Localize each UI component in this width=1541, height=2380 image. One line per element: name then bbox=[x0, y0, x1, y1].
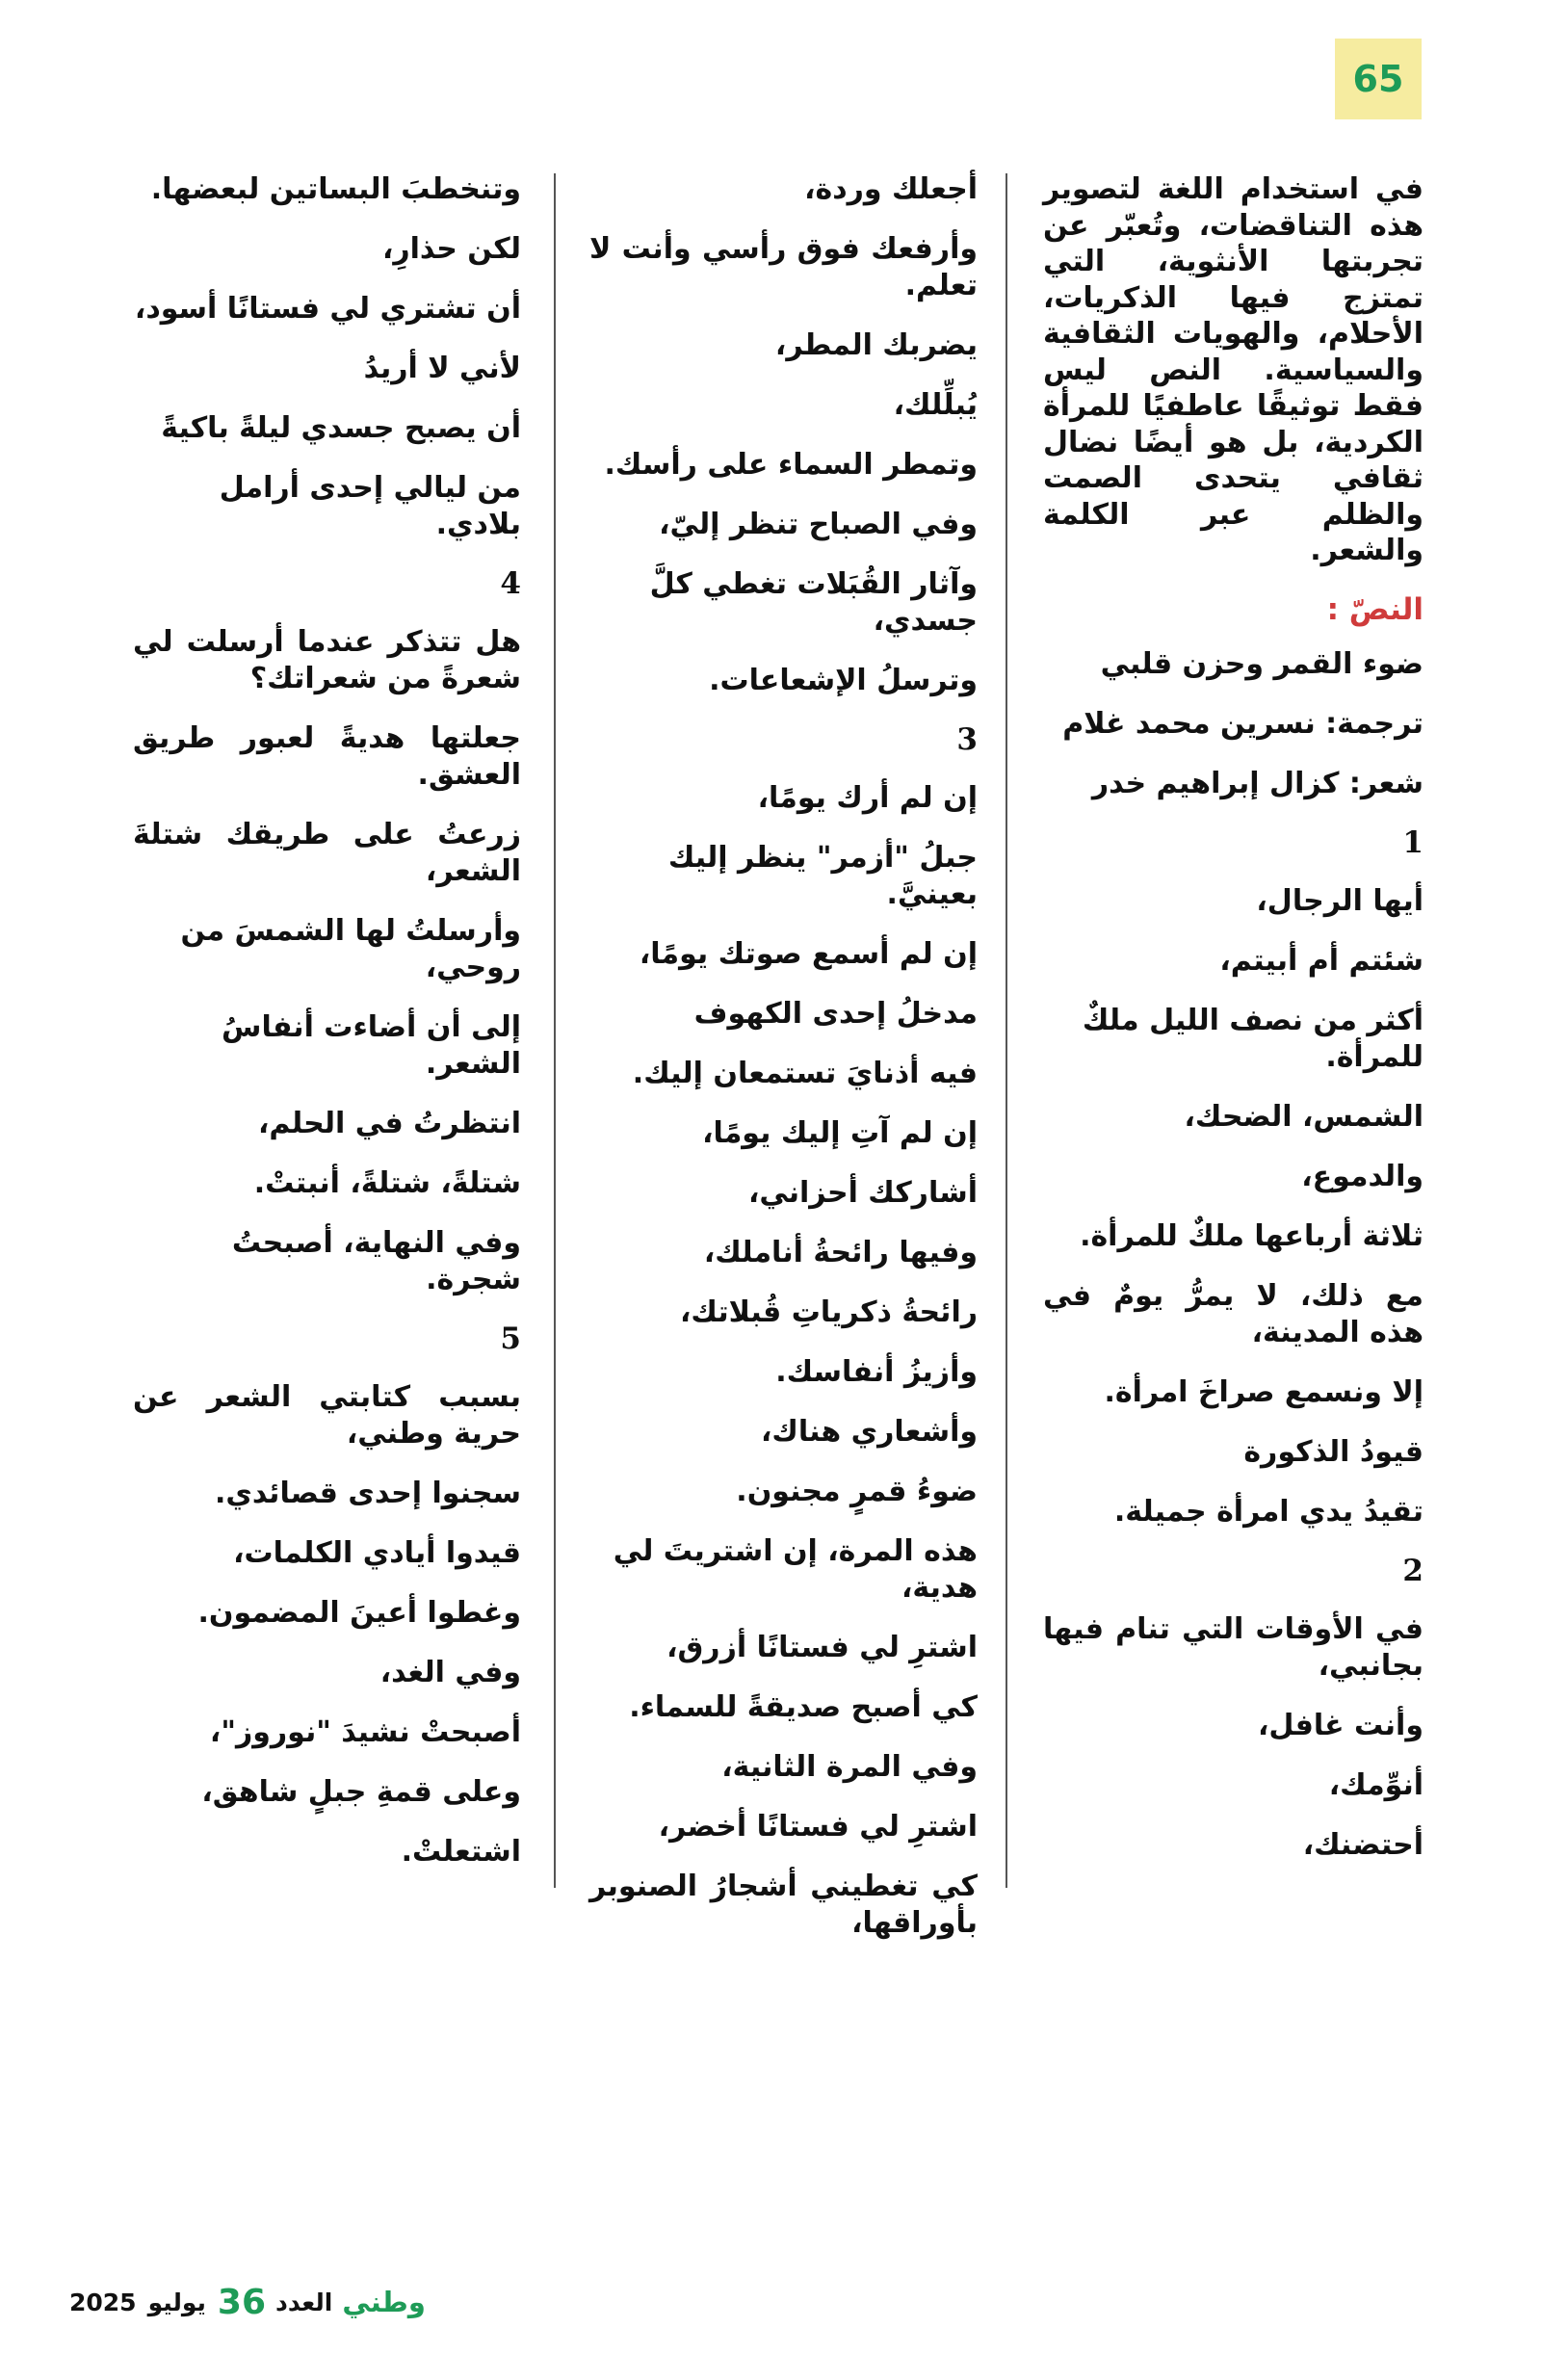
poem-line: مع ذلك، لا يمرُّ يومٌ في هذه المدينة، bbox=[1043, 1278, 1423, 1349]
poem-line: وأرسلتُ لها الشمسَ من روحي، bbox=[180, 914, 521, 984]
poem-line: لكن حذارِ، bbox=[381, 232, 521, 266]
stanza-number: 4 bbox=[500, 566, 521, 601]
column-divider-right bbox=[1006, 173, 1007, 1888]
issue-month: يوليو bbox=[147, 2288, 206, 2316]
poem-line: وتنخطبَ البساتين لبعضها. bbox=[150, 172, 521, 206]
translator-credit: ترجمة: نسرين محمد غلام bbox=[1062, 706, 1423, 741]
column-middle bbox=[589, 171, 978, 1965]
poem-line: هذه المرة، إن اشتريتَ لي هدية، bbox=[613, 1534, 978, 1605]
stanza-number: 2 bbox=[1402, 1553, 1423, 1588]
poem-line: يضربك المطر، bbox=[774, 328, 978, 362]
poem-line: اشتعلتْ. bbox=[401, 1835, 521, 1869]
poem-line: وأشعاري هناك، bbox=[760, 1415, 978, 1449]
poem-line: وفي الغد، bbox=[379, 1656, 521, 1689]
poem-line: ضوءُ قمرٍ مجنون. bbox=[736, 1475, 978, 1508]
poem-line: والدموع، bbox=[1301, 1159, 1423, 1193]
poem-line: وأنت غافل، bbox=[1258, 1708, 1423, 1742]
poem-line: شئتم أم أبيتم، bbox=[1219, 943, 1423, 978]
poem-line: تقيدُ يدي امرأة جميلة. bbox=[1113, 1494, 1423, 1529]
poem-line: أجعلك وردة، bbox=[804, 172, 978, 206]
poem-line: أن تشتري لي فستانًا أسود، bbox=[134, 292, 521, 326]
poem-line: كي تغطيني أشجارُ الصنوبر بأوراقها، bbox=[589, 1870, 978, 1940]
column-divider-left bbox=[554, 173, 556, 1888]
poem-line: زرعتُ على طريقك شتلةَ الشعر، bbox=[133, 818, 521, 888]
poem-line: قيدوا أيادي الكلمات، bbox=[233, 1536, 521, 1570]
column-right bbox=[1043, 171, 1423, 1887]
issue-year: 2025 bbox=[69, 2288, 137, 2316]
poem-line: أكثر من نصف الليل ملكٌ للمرأة. bbox=[1082, 1003, 1423, 1074]
magazine-name: وطني bbox=[342, 2286, 426, 2318]
poem-line: يُبلِّلك، bbox=[893, 388, 978, 422]
poem-line: إن لم آتِ إليك يومًا، bbox=[702, 1116, 978, 1150]
poem-line: لأني لا أريدُ bbox=[363, 352, 521, 385]
poem-line: مدخلُ إحدى الكهوف bbox=[693, 997, 978, 1031]
poem-line: أصبحتْ نشيدَ "نوروز"، bbox=[209, 1715, 521, 1749]
poem-line: قيودُ الذكورة bbox=[1243, 1434, 1423, 1469]
poem-lines-right bbox=[1043, 825, 1423, 1864]
poem-line: وفي الصباح تنظر إليّ، bbox=[659, 508, 978, 541]
text-heading: النصّ : bbox=[1326, 591, 1423, 627]
poem-line: انتظرتُ في الحلم، bbox=[257, 1107, 521, 1140]
poem-line: أشاركك أحزاني، bbox=[747, 1176, 978, 1210]
poem-line: وعلى قمةِ جبلٍ شاهق، bbox=[201, 1775, 521, 1809]
stanza-number: 3 bbox=[956, 722, 978, 757]
intro-paragraph: في استخدام اللغة لتصوير هذه التناقضات، وتُعبّر عن تجربتها الأنثوية، التي تمتزج فيها الذكريات، الأحلام، والهويات الثقافية والسياسية. النص ليس فقط توثيقًا عاطفيًا للمرأة الكردية، بل هو أيضًا نضال ثقافي يتحدى الصمت والظلم عبر الكلمة والشعر. bbox=[1043, 172, 1423, 567]
poem-line: وتمطر السماء على رأسك. bbox=[604, 448, 978, 482]
issue-label: العدد bbox=[275, 2288, 333, 2316]
column-left bbox=[133, 171, 521, 1894]
poem-line: إلى أن أضاءت أنفاسُ الشعر. bbox=[222, 1010, 521, 1081]
poem-line: سجنوا إحدى قصائدي. bbox=[214, 1477, 521, 1510]
issue-number: 36 bbox=[217, 2282, 267, 2322]
poem-lines-middle bbox=[589, 171, 978, 1942]
poem-line: اشترِ لي فستانًا أخضر، bbox=[658, 1810, 978, 1844]
stanza-number: 1 bbox=[1402, 824, 1423, 860]
poem-line: أحتضنك، bbox=[1302, 1827, 1423, 1862]
poem-line: وفي المرة الثانية، bbox=[721, 1750, 978, 1784]
poem-line: إلا ونسمع صراخَ امرأة. bbox=[1104, 1374, 1423, 1409]
page-number: 65 bbox=[1352, 58, 1404, 100]
poem-line: أنوِّمك، bbox=[1328, 1767, 1423, 1802]
poem-line: وفي النهاية، أصبحتُ شجرة. bbox=[231, 1226, 521, 1296]
poem-line: وفيها رائحةُ أناملك، bbox=[703, 1236, 978, 1269]
poem-line: إن لم أرك يومًا، bbox=[757, 781, 978, 815]
poem-line: وغطوا أعينَ المضمون. bbox=[197, 1596, 521, 1630]
poem-line: وأرفعك فوق رأسي وأنت لا تعلم. bbox=[589, 232, 978, 302]
poem-line: وآثار القُبَلات تغطي كلَّ جسدي، bbox=[649, 567, 978, 638]
poet-credit: شعر: كزال إبراهيم خدر bbox=[1091, 766, 1423, 800]
poem-line: فيه أذنايَ تستمعان إليك. bbox=[632, 1057, 978, 1090]
poem-line: شتلةً، شتلةً، أنبتتْ. bbox=[253, 1166, 521, 1200]
poem-line: جعلتها هديةً لعبور طريق العشق. bbox=[133, 721, 521, 792]
poem-line: إن لم أسمع صوتك يومًا، bbox=[639, 937, 978, 971]
poem-line: كي أصبح صديقةً للسماء. bbox=[629, 1690, 978, 1724]
poem-lines-left bbox=[133, 171, 521, 1870]
poem-line: وترسلُ الإشعاعات. bbox=[709, 664, 978, 697]
poem-line: أيها الرجال، bbox=[1256, 883, 1423, 918]
poem-line: رائحةُ ذكرياتِ قُبلاتك، bbox=[680, 1295, 978, 1329]
poem-line: في الأوقات التي تنام فيها بجانبي، bbox=[1043, 1611, 1423, 1683]
poem-line: وأزيزُ أنفاسك. bbox=[775, 1355, 978, 1389]
poem-line: الشمس، الضحك، bbox=[1184, 1099, 1423, 1134]
poem-line: من ليالي إحدى أرامل بلادي. bbox=[219, 471, 521, 541]
poem-title: ضوء القمر وحزن قلبي bbox=[1100, 646, 1423, 681]
page-footer bbox=[69, 2281, 426, 2323]
stanza-number: 5 bbox=[500, 1321, 521, 1356]
poem-line: اشترِ لي فستانًا أزرق، bbox=[666, 1631, 978, 1664]
poem-line: ثلاثة أرباعها ملكٌ للمرأة. bbox=[1080, 1218, 1423, 1253]
page-number-badge bbox=[1335, 39, 1422, 119]
poem-line: جبلُ "أزمر" ينظر إليك بعينيَّ. bbox=[667, 841, 978, 911]
poem-line: بسبب كتابتي الشعر عن حرية وطني، bbox=[133, 1380, 521, 1451]
poem-line: هل تتذكر عندما أرسلت لي شعرةً من شعراتك؟ bbox=[133, 625, 521, 695]
poem-line: أن يصبح جسدي ليلةً باكيةً bbox=[161, 411, 521, 445]
